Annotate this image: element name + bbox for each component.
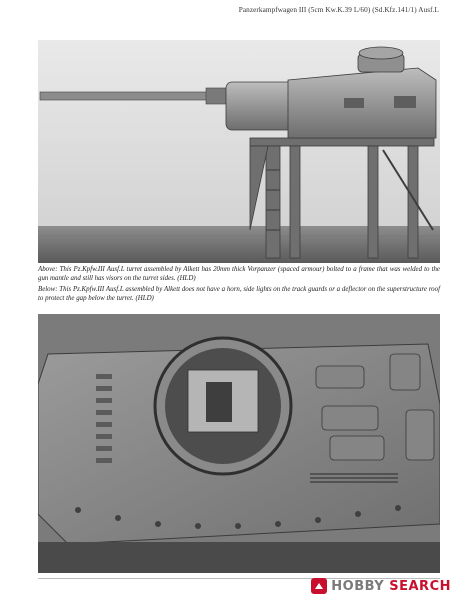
watermark-text — [331, 579, 451, 594]
caption-above: Above: This Pz.Kpfw.III Ausf.L turret assembled by Alkett has 20mm thick Vorpanzer (spaced armour) bolted to a frame that was welded to the gun mantle and still has visors on the turret sides. (HLD) — [38, 266, 440, 282]
hobbysearch-logo-icon — [311, 578, 327, 594]
watermark-brand: HOBBY — [331, 578, 385, 594]
photo-turret-on-stand — [38, 40, 440, 263]
running-head: Panzerkampfwagen III (5cm Kw.K.39 L/60) (Sd.Kfz.141/1) Ausf.L — [238, 6, 439, 14]
photo-tank-overhead — [38, 314, 440, 573]
watermark — [311, 578, 451, 594]
watermark-brand-accent: SEARCH — [389, 578, 451, 594]
caption-below: Below: This Pz.Kpfw.III Ausf.L assembled by Alkett does not have a horn, side lights on the track guards or a deflector on the superstructure roof to protect the gap below the turret. (HLD) — [38, 286, 440, 302]
